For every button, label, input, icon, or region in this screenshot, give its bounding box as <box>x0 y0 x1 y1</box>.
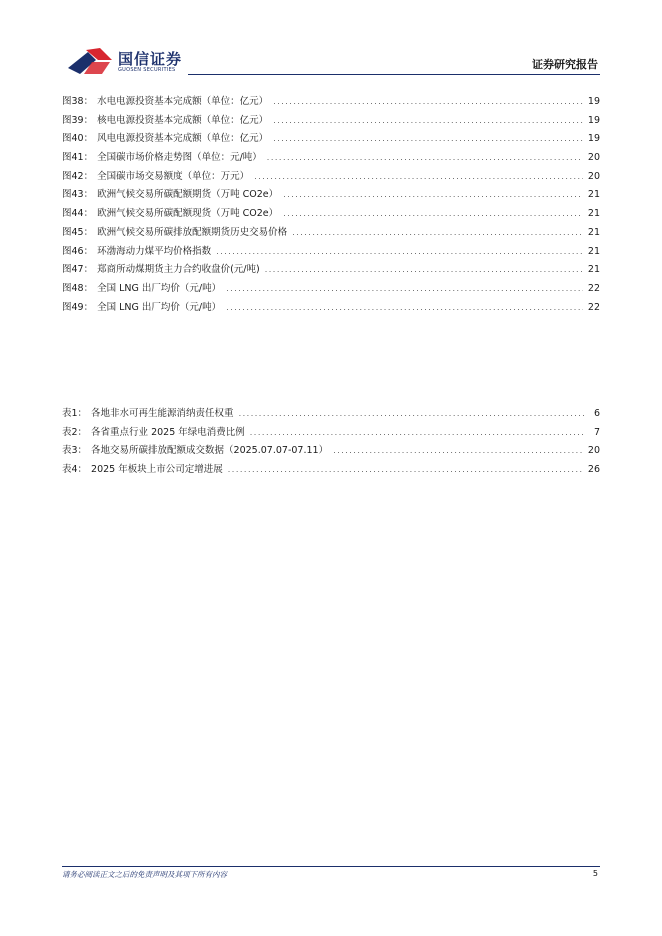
entry-number: 表1： <box>62 408 88 419</box>
entry-page: 26 <box>587 464 600 476</box>
entry-number: 图47： <box>62 264 94 276</box>
disclaimer-note: 请务必阅读正文之后的免责声明及其项下所有内容 <box>62 870 227 879</box>
toc-entry[interactable] <box>62 112 600 131</box>
dot-leader <box>226 303 583 312</box>
entry-page: 21 <box>587 226 600 238</box>
toc-entry[interactable] <box>62 243 600 262</box>
entry-page: 21 <box>587 264 600 276</box>
entry-title: 欧洲气候交易所碳排放配额期货历史交易价格 <box>97 226 288 238</box>
entry-number: 图48： <box>62 282 94 294</box>
entry-title: 风电电源投资基本完成额（单位：亿元） <box>97 133 269 145</box>
dot-leader <box>226 284 583 293</box>
toc-entry[interactable] <box>62 224 600 243</box>
guosen-logo-icon <box>66 46 114 76</box>
figure-index-list <box>62 93 600 317</box>
entry-title: 全国碳市场交易额度（单位：万元） <box>97 170 250 182</box>
dot-leader <box>273 116 583 125</box>
entry-title: 全国碳市场价格走势图（单位：元/吨） <box>97 152 262 164</box>
toc-entry[interactable] <box>62 149 600 168</box>
entry-number: 图45： <box>62 226 94 238</box>
page-header <box>0 0 662 80</box>
entry-number: 图39： <box>62 114 94 126</box>
toc-entry[interactable] <box>62 442 600 461</box>
header-divider <box>188 74 600 75</box>
toc-entry[interactable] <box>62 186 600 205</box>
dot-leader <box>216 247 583 256</box>
entry-title: 各地非水可再生能源消纳责任权重 <box>91 408 234 419</box>
brand-name-cn: 国信证券 <box>118 50 183 68</box>
dot-leader <box>267 153 583 162</box>
dot-leader <box>273 97 583 106</box>
entry-number: 图42： <box>62 170 94 182</box>
entry-title: 欧洲气候交易所碳配额期货（万吨 CO2e） <box>97 189 279 201</box>
dot-leader <box>283 190 583 199</box>
entry-page: 7 <box>593 426 600 438</box>
toc-entry[interactable] <box>62 130 600 149</box>
entry-number: 图49： <box>62 301 94 313</box>
entry-title: 水电电源投资基本完成额（单位：亿元） <box>97 96 269 107</box>
entry-page: 21 <box>587 245 600 257</box>
entry-number: 图44： <box>62 208 94 220</box>
entry-page: 19 <box>587 114 600 126</box>
entry-page: 6 <box>593 408 600 419</box>
toc-entry[interactable] <box>62 205 600 224</box>
toc-entry[interactable] <box>62 261 600 280</box>
dot-leader <box>250 428 585 437</box>
table-index-list <box>62 405 600 480</box>
dot-leader <box>254 172 583 181</box>
entry-title: 全国 LNG 出厂均价（元/吨） <box>97 282 222 294</box>
entry-title: 各省重点行业 2025 年绿电消费比例 <box>91 426 245 438</box>
entry-title: 全国 LNG 出厂均价（元/吨） <box>97 301 222 313</box>
brand-name-en: GUOSEN SECURITIES <box>118 67 176 73</box>
entry-page: 20 <box>587 445 600 457</box>
dot-leader <box>239 409 585 418</box>
dot-leader <box>273 134 583 143</box>
entry-page: 20 <box>587 152 600 164</box>
entry-title: 2025 年板块上市公司定增进展 <box>91 464 223 476</box>
entry-number: 图46： <box>62 245 94 257</box>
entry-page: 20 <box>587 170 600 182</box>
entry-number: 表4： <box>62 464 88 476</box>
entry-page: 21 <box>587 208 600 220</box>
dot-leader <box>333 446 583 455</box>
entry-number: 图38： <box>62 96 94 107</box>
toc-entry[interactable] <box>62 168 600 187</box>
dot-leader <box>228 465 583 474</box>
entry-number: 图43： <box>62 189 94 201</box>
entry-number: 表2： <box>62 426 88 438</box>
entry-title: 欧洲气候交易所碳配额现货（万吨 CO2e） <box>97 208 279 220</box>
entry-number: 图41： <box>62 152 94 164</box>
entry-page: 21 <box>587 189 600 201</box>
page-number: 5 <box>592 869 598 878</box>
entry-title: 郑商所动煤期货主力合约收盘价(元/吨) <box>97 264 260 276</box>
entry-page: 19 <box>587 133 600 145</box>
dot-leader <box>265 265 583 274</box>
toc-entry[interactable] <box>62 461 600 480</box>
toc-entry[interactable] <box>62 405 600 424</box>
report-type-title: 证券研究报告 <box>532 58 598 71</box>
entry-page: 22 <box>587 301 600 313</box>
dot-leader <box>283 209 583 218</box>
footer-divider <box>62 866 600 867</box>
toc-entry[interactable] <box>62 424 600 443</box>
entry-title: 环渤海动力煤平均价格指数 <box>97 245 212 257</box>
dot-leader <box>292 228 583 237</box>
entry-page: 19 <box>587 96 600 107</box>
entry-title: 核电电源投资基本完成额（单位：亿元） <box>97 114 269 126</box>
entry-page: 22 <box>587 282 600 294</box>
toc-entry[interactable] <box>62 280 600 299</box>
entry-number: 表3： <box>62 445 88 457</box>
toc-entry[interactable] <box>62 93 600 112</box>
toc-entry[interactable] <box>62 299 600 318</box>
entry-number: 图40： <box>62 133 94 145</box>
entry-title: 各地交易所碳排放配额成交数据（2025.07.07-07.11） <box>91 445 329 457</box>
